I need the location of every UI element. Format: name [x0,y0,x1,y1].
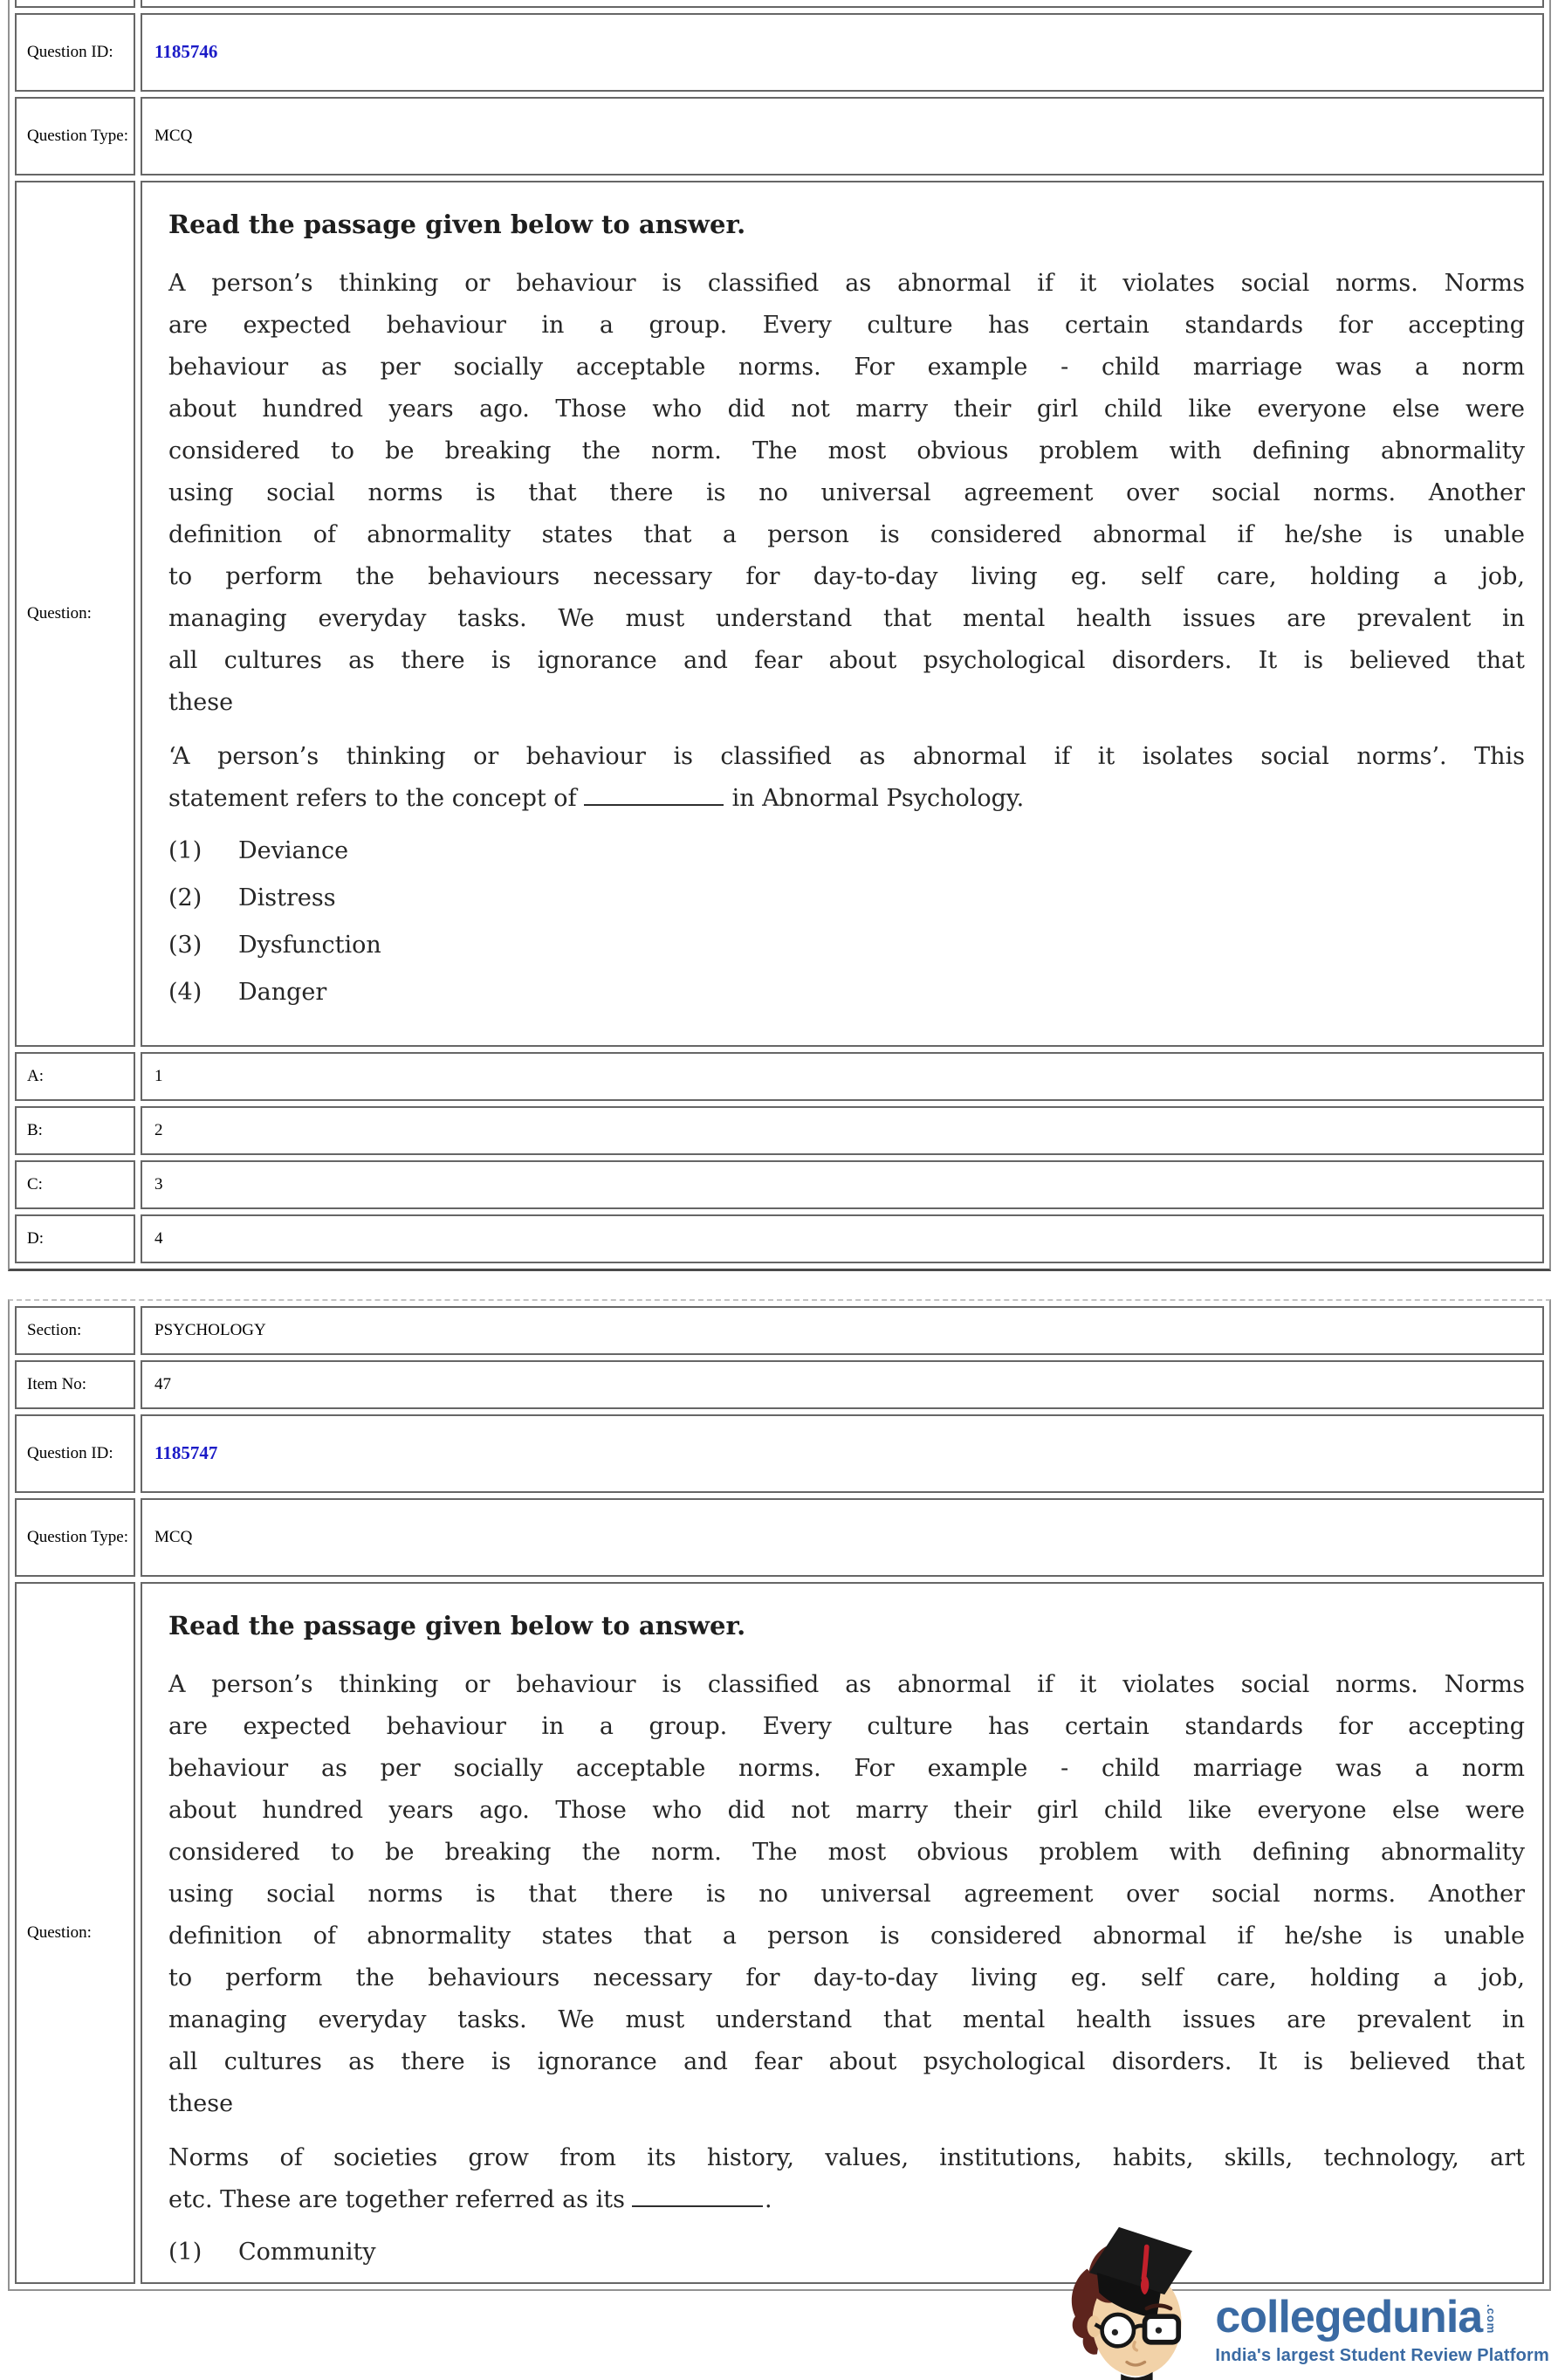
option-number: (4) [168,979,202,1006]
clipped-cell [141,0,1544,8]
answer-row-c [15,1160,1544,1209]
passage-line: managing everyday tasks. We must understand that mental health issues are prevalent in [168,605,1525,632]
brand-tld: .com [1485,2303,1499,2334]
passage-line: behaviour as per socially acceptable norms. For example - child marriage was a norm [168,354,1525,381]
passage-line: A person’s thinking or behaviour is classified as abnormal if it violates social norms. Norms [168,270,1525,297]
answer-value: 2 [141,1106,1544,1155]
options-list [168,830,1525,1014]
sub-question-text: statement refers to the concept of [168,785,577,812]
option-text: Distress [238,884,336,911]
item-no-row [15,1360,1544,1409]
row-value: MCQ [141,1498,1544,1577]
option-text: Danger [238,979,327,1006]
answer-label: D: [15,1214,135,1263]
passage-line: these [168,689,234,716]
passage-line: to perform the behaviours necessary for day-to-day living eg. self care, holding a job, [168,563,1525,590]
row-value: PSYCHOLOGY [141,1306,1544,1355]
passage-line: all cultures as there is ignorance and fear about psychological disorders. It is believed that [168,647,1525,674]
answer-label: C: [15,1160,135,1209]
row-value [141,1414,1544,1493]
row-label: Question ID: [15,13,135,92]
option-1 [168,830,1525,872]
fill-in-blank [584,780,724,806]
option-text: Deviance [238,837,349,864]
passage-heading: Read the passage given below to answer. [168,1611,746,1641]
passage-line: behaviour as per socially acceptable norms. For example - child marriage was a norm [168,1755,1525,1782]
passage-line: using social norms is that there is no universal agreement over social norms. Another [168,479,1525,506]
passage-line: to perform the behaviours necessary for day-to-day living eg. self care, holding a job, [168,1964,1525,1991]
passage-line: definition of abnormality states that a person is considered abnormal if he/she is unable [168,1923,1525,1950]
question-id-row [15,13,1544,92]
option-number: (3) [168,932,202,959]
question-label: Question: [15,181,135,1047]
passage-line: are expected behaviour in a group. Every culture has certain standards for accepting [168,312,1525,339]
passage-line: all cultures as there is ignorance and fear about psychological disorders. It is believed that [168,2048,1525,2075]
row-value: MCQ [141,97,1544,175]
answer-value: 1 [141,1052,1544,1101]
mascot-graduate-icon [1056,2221,1211,2380]
passage-line: definition of abnormality states that a person is considered abnormal if he/she is unable [168,521,1525,548]
row-label: Question ID: [15,1414,135,1493]
passage-line: about hundred years ago. Those who did not marry their girl child like everyone else were [168,1797,1525,1824]
question-content [141,1582,1544,2284]
question-content [141,181,1544,1047]
answer-row-d [15,1214,1544,1263]
question-label: Question: [15,1582,135,2284]
option-number: (2) [168,884,202,911]
sub-question-line: ‘A person’s thinking or behaviour is classified as abnormal if it isolates social norms’. This [168,743,1525,770]
option-3 [168,925,1525,966]
sub-question-text: in Abnormal Psychology. [731,785,1025,812]
option-text: Community [238,2239,376,2266]
question-body-row [15,1582,1544,2284]
passage-line: these [168,2090,234,2117]
question-table-2 [8,1299,1551,2291]
question-id-row [15,1414,1544,1493]
option-text: Dysfunction [238,932,381,959]
answer-label: A: [15,1052,135,1101]
sub-question [168,2137,1525,2221]
passage-heading: Read the passage given below to answer. [168,210,746,239]
option-4 [168,972,1525,1014]
answer-value: 3 [141,1160,1544,1209]
passage-line: managing everyday tasks. We must understand that mental health issues are prevalent in [168,2006,1525,2033]
option-2 [168,877,1525,919]
question-table-1 [8,0,1551,1271]
passage-line: considered to be breaking the norm. The most obvious problem with defining abnormality [168,437,1525,464]
sub-question-line [168,778,1525,820]
clipped-cell [15,0,135,8]
row-value: 47 [141,1360,1544,1409]
sub-question-line: Norms of societies grow from its history, values, institutions, habits, skills, technology, art [168,2144,1525,2171]
passage-line: using social norms is that there is no universal agreement over social norms. Another [168,1881,1525,1908]
answer-label: B: [15,1106,135,1155]
brand-name[interactable]: collegedunia [1215,2292,1483,2342]
passage-line: A person’s thinking or behaviour is classified as abnormal if it violates social norms. Norms [168,1671,1525,1698]
collegedunia-logo [1056,2221,1549,2380]
brand-tagline: India's largest Student Review Platform [1215,2346,1549,2365]
row-label: Section: [15,1306,135,1355]
row-label: Question Type: [15,97,135,175]
row-label: Item No: [15,1360,135,1409]
option-number: (1) [168,837,202,864]
brand-row [1215,2292,1549,2342]
sub-question-text: etc. These are together referred as its [168,2186,625,2213]
answer-row-b [15,1106,1544,1155]
fill-in-blank [632,2181,763,2207]
answer-value: 4 [141,1214,1544,1263]
clipped-previous-row [15,0,1544,8]
sub-question-text: . [764,2186,772,2213]
row-value [141,13,1544,92]
passage-line: about hundred years ago. Those who did not marry their girl child like everyone else were [168,396,1525,423]
option-number: (1) [168,2239,202,2266]
section-row [15,1306,1544,1355]
row-label: Question Type: [15,1498,135,1577]
passage-line: considered to be breaking the norm. The most obvious problem with defining abnormality [168,1839,1525,1866]
passage-line: are expected behaviour in a group. Every culture has certain standards for accepting [168,1713,1525,1740]
logo-text-block [1211,2292,1549,2380]
question-id-link[interactable]: 1185747 [154,1442,218,1463]
question-type-row [15,1498,1544,1577]
sub-question [168,736,1525,820]
answer-row-a [15,1052,1544,1101]
document-scan-area [8,0,1551,2266]
question-id-link[interactable]: 1185746 [154,41,218,62]
question-body-row [15,181,1544,1047]
sub-question-line [168,2179,1525,2221]
question-type-row [15,97,1544,175]
